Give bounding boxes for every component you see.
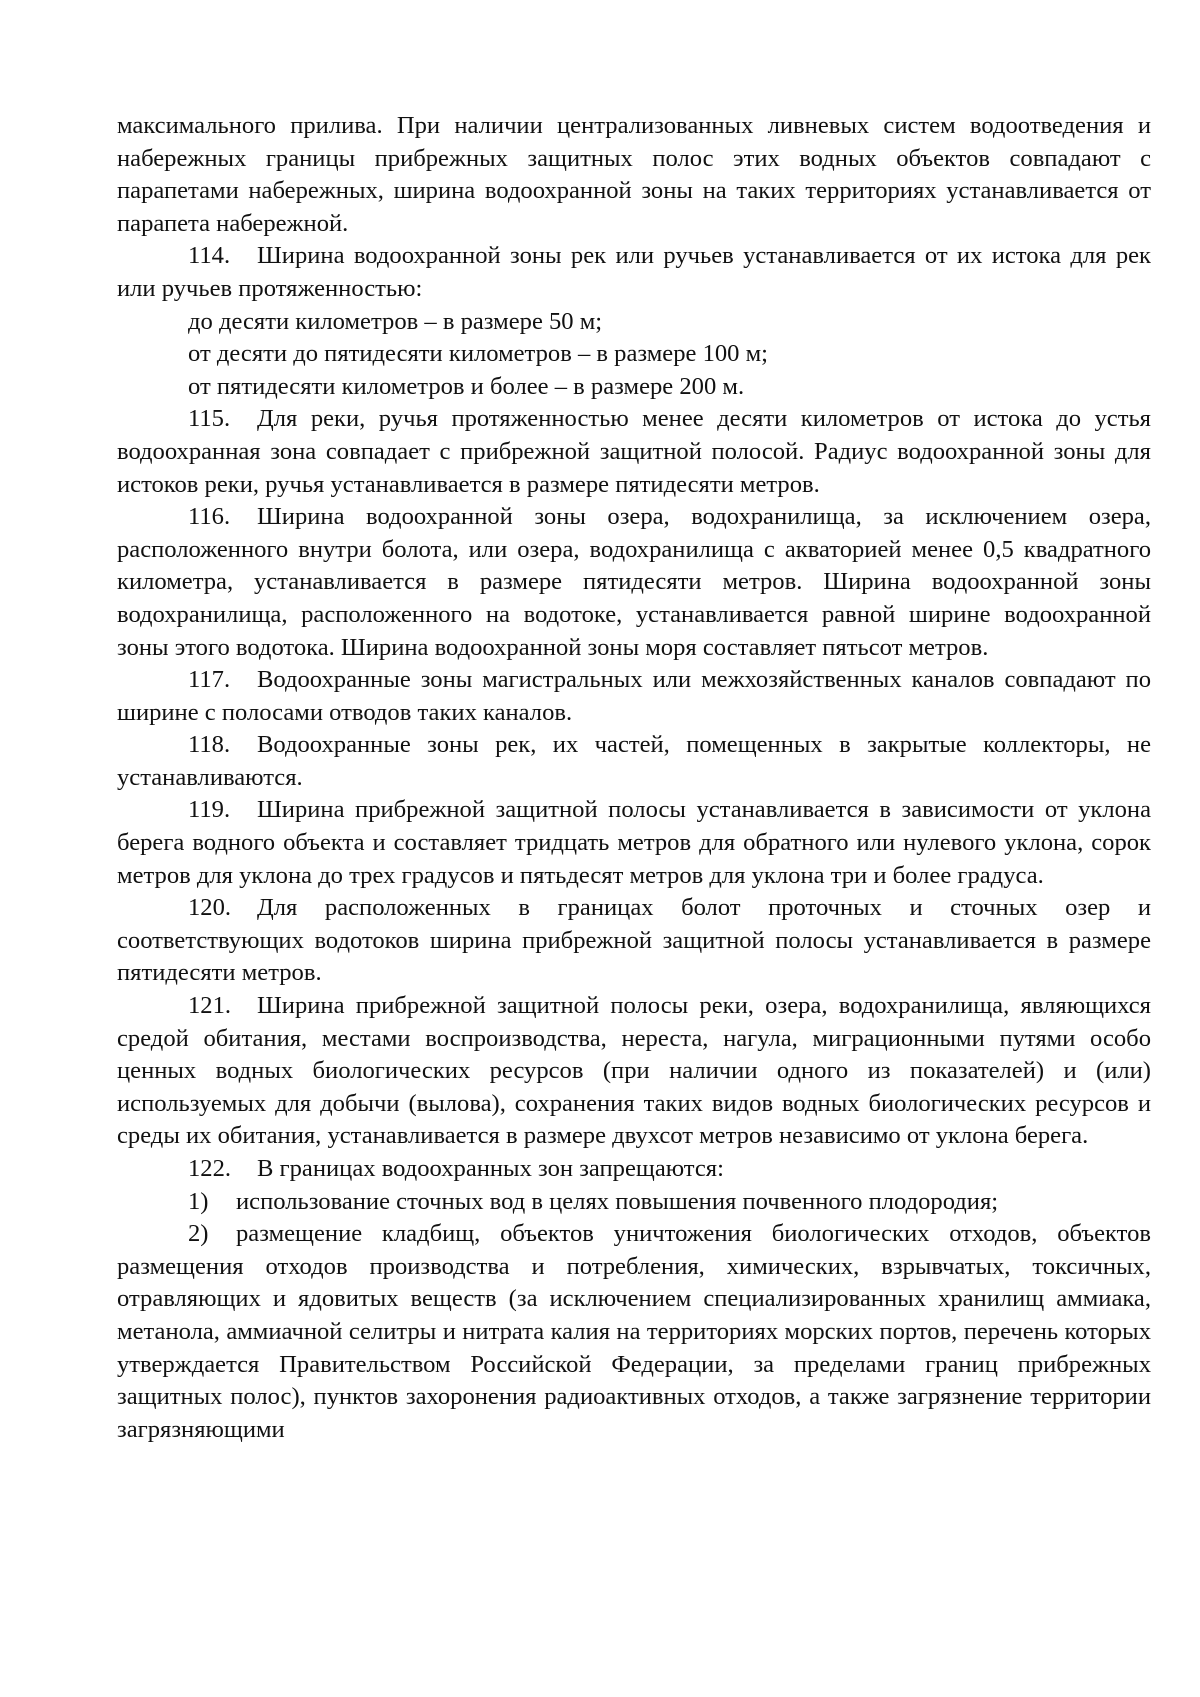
- paragraph-text: Ширина прибрежной защитной полосы устанавливается в зависимости от уклона берега водного объекта и составляет тридцать метров для обратного или нулевого уклона, сорок метров для уклона до трех градусов и пятьдесят метров для уклона три и более градуса.: [117, 796, 1151, 889]
- enum-number: 2): [188, 1220, 209, 1248]
- paragraph-number: 116.: [188, 503, 231, 531]
- paragraph-text: Ширина водоохранной зоны озера, водохранилища, за исключением озера, расположенного внутри болота, или озера, водохранилища с акваторией менее 0,5 квадратного километра, устанавливается в размере пятидесяти метров. Ширина водоохранной зоны водохранилища, расположенного на водотоке, устанавливается равной ширине водоохранной зоны этого водотока. Ширина водоохранной зоны моря составляет пятьсот метров.: [117, 503, 1151, 661]
- paragraph-number: 115.: [188, 405, 231, 433]
- paragraph-number: 122.: [188, 1155, 232, 1182]
- paragraph-115: [117, 403, 1151, 501]
- enum-text: использование сточных вод в целях повышения почвенного плодородия;: [236, 1187, 999, 1215]
- paragraph-number: 121.: [188, 992, 232, 1020]
- paragraph-118: [117, 729, 1151, 794]
- paragraph-number: 117.: [188, 666, 231, 694]
- list-item: от пятидесяти километров и более – в размере 200 м.: [188, 372, 745, 400]
- list-item: от десяти до пятидесяти километров – в размере 100 м;: [188, 340, 769, 368]
- paragraph-116: [117, 501, 1151, 664]
- list-item: до десяти километров – в размере 50 м;: [188, 307, 603, 335]
- paragraph-119: [117, 794, 1151, 892]
- paragraph-number: 118.: [188, 731, 231, 759]
- enum-text: размещение кладбищ, объектов уничтожения биологических отходов, объектов размещения отходов производства и потребления, химических, взрывчатых, токсичных, отравляющих и ядовитых веществ (за исключением специализированных хранилищ аммиака, метанола, аммиачной селитры и нитрата калия на территориях морских портов, перечень которых утверждается Правительством Российской Федерации, за пределами границ прибрежных защитных полос), пунктов захоронения радиоактивных отходов, а также загрязнение территории загрязняющими: [117, 1220, 1151, 1443]
- paragraph-text: Ширина водоохранной зоны рек или ручьев устанавливается от их истока для рек или ручьев протяженностью:: [117, 242, 1151, 302]
- paragraph-text: Ширина прибрежной защитной полосы реки, озера, водохранилища, являющихся средой обитания, местами воспроизводства, нереста, нагула, миграционными путями особо ценных водных биологических ресурсов (при наличии одного из показателей) и (или) используемых для добычи (вылова), сохранения таких видов водных биологических ресурсов и среды их обитания, устанавливается в размере двухсот метров независимо от уклона берега.: [117, 992, 1151, 1150]
- document-page: [117, 110, 1151, 1446]
- paragraph-114: [117, 240, 1151, 305]
- paragraph-number: 119.: [188, 796, 231, 824]
- paragraph-intro: максимального прилива. При наличии централизованных ливневых систем водоотведения и набережных границы прибрежных защитных полос этих водных объектов совпадают с парапетами набережных, ширина водоохранной зоны на таких территориях устанавливается от парапета набережной.: [117, 112, 1151, 237]
- enum-item-1: [117, 1186, 1151, 1219]
- paragraph-number: 114.: [188, 242, 231, 270]
- paragraph-121: [117, 990, 1151, 1153]
- paragraph-text: В границах водоохранных зон запрещаются:: [257, 1155, 724, 1182]
- enum-item-2: [117, 1218, 1151, 1446]
- enum-number: 1): [188, 1187, 209, 1215]
- paragraph-117: [117, 664, 1151, 729]
- paragraph-text: Водоохранные зоны магистральных или межхозяйственных каналов совпадают по ширине с полосами отводов таких каналов.: [117, 666, 1151, 726]
- paragraph-text: Водоохранные зоны рек, их частей, помещенных в закрытые коллекторы, не устанавливаются.: [117, 731, 1151, 791]
- paragraph-number: 120.: [188, 894, 232, 922]
- paragraph-122: [117, 1153, 1151, 1186]
- paragraph-text: Для реки, ручья протяженностью менее десяти километров от истока до устья водоохранная зона совпадает с прибрежной защитной полосой. Радиус водоохранной зоны для истоков реки, ручья устанавливается в размере пятидесяти метров.: [117, 405, 1151, 498]
- paragraph-text: Для расположенных в границах болот проточных и сточных озер и соответствующих водотоков ширина прибрежной защитной полосы устанавливается в размере пятидесяти метров.: [117, 894, 1151, 987]
- paragraph-120: [117, 892, 1151, 990]
